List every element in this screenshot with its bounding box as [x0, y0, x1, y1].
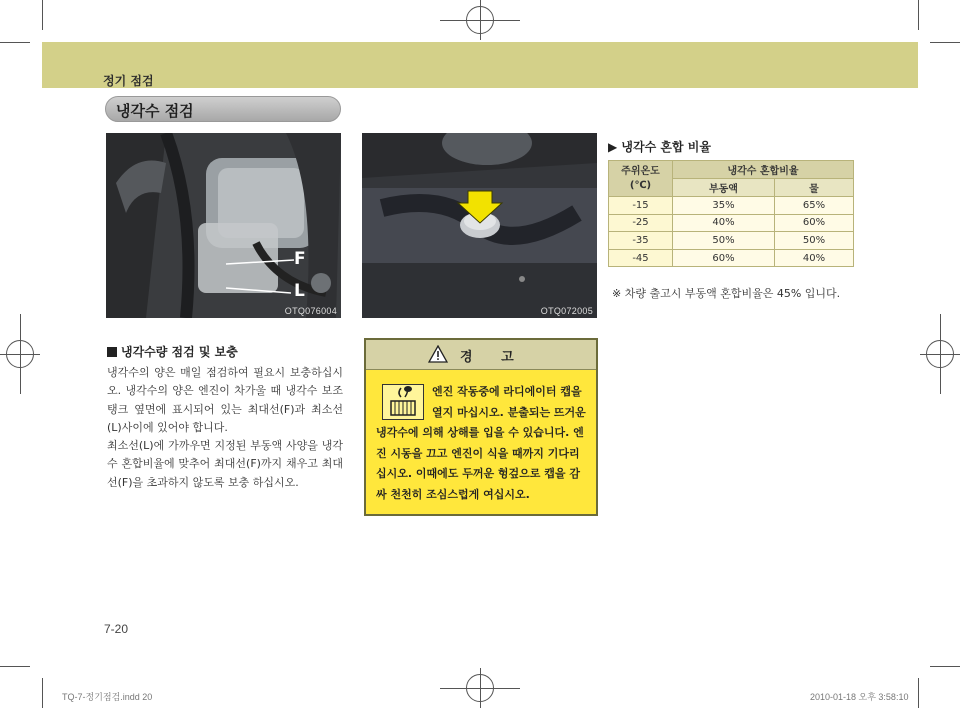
- table-row: -15 35% 65%: [609, 197, 854, 215]
- crop-mark: [918, 0, 919, 30]
- mix-ratio-note: ※ 차량 출고시 부동액 혼합비율은 45% 입니다.: [612, 287, 841, 300]
- page-number: 7-20: [104, 622, 129, 636]
- crop-mark: [930, 666, 960, 667]
- coolant-check-heading-text: 냉각수량 점검 및 보충: [121, 345, 238, 359]
- footer-file-info: TQ-7-정기점검.indd 20: [62, 692, 153, 702]
- warning-header: [366, 340, 596, 370]
- section-title-pill: [105, 96, 341, 122]
- coolant-check-body: [107, 364, 343, 492]
- photo-code: OTQ076004: [284, 306, 337, 316]
- crop-mark: [0, 666, 30, 667]
- crop-mark: [930, 42, 960, 43]
- low-level-label: L: [294, 281, 305, 301]
- registration-mark: [466, 6, 494, 34]
- coolant-check-heading: [107, 343, 238, 360]
- body-paragraph: 최소선(L)에 가까우면 지정된 부동액 사양을 냉각수 혼합비율에 맞추어 최대선(F)까지 채우고 최대선(F)을 초과하지 않도록 보충 하십시오.: [107, 439, 343, 489]
- mix-ratio-heading: ▶ 냉각수 혼합 비율: [608, 140, 711, 154]
- table-header-water: 물: [774, 179, 853, 197]
- crop-mark: [918, 678, 919, 708]
- crop-mark: [42, 0, 43, 30]
- table-header-temp: 주위온도 (℃): [609, 161, 673, 197]
- warning-text-block: [376, 382, 590, 506]
- table-header-antifreeze: 부동액: [673, 179, 775, 197]
- mix-ratio-table: [608, 160, 854, 267]
- hot-coolant-icon: [382, 384, 424, 420]
- warning-box: [364, 338, 598, 516]
- warning-title: 경 고: [460, 350, 526, 365]
- table-row: -25 40% 60%: [609, 214, 854, 232]
- registration-mark: [6, 340, 34, 368]
- radiator-cap-photo: [362, 133, 597, 318]
- crop-mark: [42, 678, 43, 708]
- chapter-title: 정기 점검: [103, 74, 154, 88]
- footer-timestamp: 2010-01-18 오후 3:58:10: [810, 692, 909, 702]
- crop-mark: [0, 42, 30, 43]
- radiator-illustration: [362, 133, 597, 318]
- square-bullet-icon: [107, 347, 117, 357]
- full-level-label: F: [294, 249, 306, 269]
- engine-bay-illustration: [106, 133, 341, 318]
- registration-mark: [466, 674, 494, 702]
- table-header-mix: 냉각수 혼합비율: [673, 161, 854, 179]
- table-row: -35 50% 50%: [609, 232, 854, 250]
- coolant-reservoir-photo: [106, 133, 341, 318]
- warning-triangle-icon: [428, 345, 448, 363]
- section-title: 냉각수 점검: [116, 102, 194, 120]
- table-row: -45 60% 40%: [609, 249, 854, 267]
- photo-code: OTQ072005: [540, 306, 593, 316]
- registration-mark: [926, 340, 954, 368]
- warning-text: 엔진 작동중에 라디에이터 캡을 열지 마십시오. 분출되는 뜨거운 냉각수에 의해 상해를 입을 수 있습니다. 엔진 시동을 끄고 엔진이 식을 때까지 기다리십시오. 이때에도 두꺼운 헝겊으로 캡을 감싸 천천히 조심스럽게 여십시오.: [376, 385, 586, 501]
- header-band: [42, 42, 918, 88]
- body-paragraph: 냉각수의 양은 매일 점검하여 필요시 보충하십시오. 냉각수의 양은 엔진이 차가울 때 냉각수 보조 탱크 옆면에 표시되어 있는 최대선(F)과 최소선(L)사이에 있어야 합니다.: [107, 366, 343, 434]
